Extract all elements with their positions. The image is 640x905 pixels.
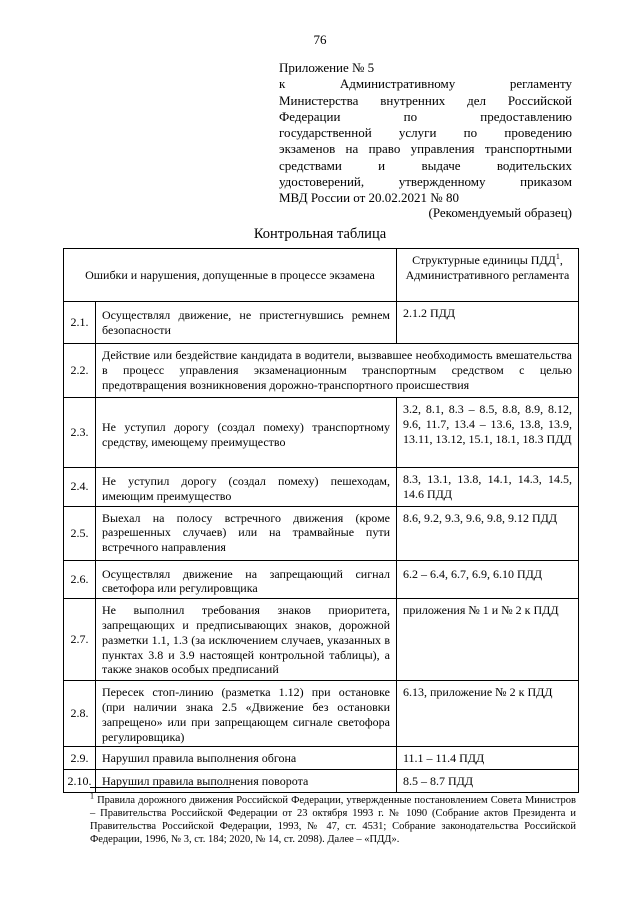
row-number: 2.3.	[64, 398, 96, 468]
row-number: 2.4.	[64, 468, 96, 507]
row-number: 2.1.	[64, 302, 96, 344]
row-violation: Пересек стоп-линию (разметка 1.12) при остановке (при наличии знака 2.5 «Движение без остановки запрещено» или при запрещающем сигнале светофора регулировщика)	[96, 681, 397, 747]
appendix-line: удостоверений, утвержденному приказом	[279, 174, 572, 190]
row-number: 2.5.	[64, 506, 96, 560]
appendix-line: экзаменов на право управления транспортными	[279, 141, 572, 157]
footnote-marker: 1	[555, 252, 560, 261]
row-violation: Нарушил правила выполнения обгона	[96, 747, 397, 770]
row-reference: приложения № 1 и № 2 к ПДД	[397, 599, 579, 681]
appendix-line: средствами и выдаче водительских	[279, 157, 572, 173]
header-structural-units	[397, 249, 579, 302]
row-reference: 8.5 – 8.7 ПДД	[397, 770, 579, 793]
row-violation: Нарушил правила выполнения поворота	[96, 770, 397, 793]
row-number: 2.10.	[64, 770, 96, 793]
header-errors: Ошибки и нарушения, допущенные в процессе экзамена	[64, 249, 397, 302]
appendix-line: к Административному регламенту	[279, 76, 572, 92]
table-row	[64, 599, 579, 681]
row-reference: 3.2, 8.1, 8.3 – 8.5, 8.8, 8.9, 8.12, 9.6, 11.7, 13.4 – 13.6, 13.8, 13.9, 13.11, 13.12, 15.1, 18.1, 18.3 ПДД	[397, 398, 579, 468]
appendix-line: государственной услуги по проведению	[279, 125, 572, 141]
row-number: 2.9.	[64, 747, 96, 770]
appendix-line: Федерации по предоставлению	[279, 108, 572, 124]
row-reference: 6.13, приложение № 2 к ПДД	[397, 681, 579, 747]
table-row	[64, 747, 579, 770]
control-table	[63, 248, 579, 793]
header-right-text: Структурные единицы ПДД	[412, 253, 556, 267]
row-violation: Выехал на полосу встречного движения (кроме разрешенных случаев) или на трамвайные пути встречного направления	[96, 506, 397, 560]
row-violation: Осуществлял движение на запрещающий сигнал светофора или регулировщика	[96, 560, 397, 599]
table-row	[64, 344, 579, 398]
footnote-marker: 1	[90, 791, 94, 801]
row-violation: Не уступил дорогу (создал помеху) пешеходам, имеющим преимущество	[96, 468, 397, 507]
row-number: 2.2.	[64, 344, 96, 398]
header-right-text: , Административного регламента	[405, 253, 570, 282]
appendix-line: Приложение № 5	[279, 60, 375, 75]
page-number: 76	[313, 32, 327, 47]
table-row	[64, 681, 579, 747]
row-reference: 8.6, 9.2, 9.3, 9.6, 9.8, 9.12 ПДД	[397, 506, 579, 560]
appendix-block	[279, 60, 572, 207]
appendix-line: МВД России от 20.02.2021 № 80	[279, 190, 459, 206]
row-number: 2.6.	[64, 560, 96, 599]
row-reference: 6.2 – 6.4, 6.7, 6.9, 6.10 ПДД	[397, 560, 579, 599]
footnote-divider	[90, 787, 230, 788]
table-header-row	[64, 249, 579, 302]
row-reference: 2.1.2 ПДД	[397, 302, 579, 344]
row-number: 2.7.	[64, 599, 96, 681]
table-row	[64, 302, 579, 344]
table-row	[64, 468, 579, 507]
sample-note: (Рекомендуемый образец)	[428, 205, 572, 220]
row-reference: 8.3, 13.1, 13.8, 14.1, 14.3, 14.5, 14.6 ПДД	[397, 468, 579, 507]
row-violation: Не уступил дорогу (создал помеху) транспортному средству, имеющему преимущество	[96, 398, 397, 468]
row-violation: Действие или бездействие кандидата в водители, вызвавшее необходимость вмешательства в процесс управления экзаменационным транспортным средством с целью предотвращения возникновения дорожно-транспортного происшествия	[96, 344, 579, 398]
row-violation: Не выполнил требования знаков приоритета, запрещающих и предписывающих знаков, дорожной разметки 1.1, 1.3 (за исключением случаев, указанных в пунктах 3.8 и 3.9 настоящей контрольной таблицы), а также знаков особых предписаний	[96, 599, 397, 681]
row-reference: 11.1 – 11.4 ПДД	[397, 747, 579, 770]
footnote	[90, 791, 576, 846]
table-row	[64, 398, 579, 468]
table-row	[64, 770, 579, 793]
table-title: Контрольная таблица	[253, 226, 387, 242]
row-number: 2.8.	[64, 681, 96, 747]
row-violation: Осуществлял движение, не пристегнувшись ремнем безопасности	[96, 302, 397, 344]
table-row	[64, 560, 579, 599]
footnote-text: Правила дорожного движения Российской Федерации, утвержденные постановлением Совета Министров – Правительства Российской Федерации от 23 октября 1993 г. № 1090 (Собрание актов Президента и Правительства Российской Федерации, 1993, № 47, ст. 4531; Собрание законодательства Российской Федерации, 1996, № 3, ст. 184; 2020, № 14, ст. 2098). Далее – «ПДД».	[90, 795, 576, 845]
appendix-line: Министерства внутренних дел Российской	[279, 92, 572, 108]
table-row	[64, 506, 579, 560]
